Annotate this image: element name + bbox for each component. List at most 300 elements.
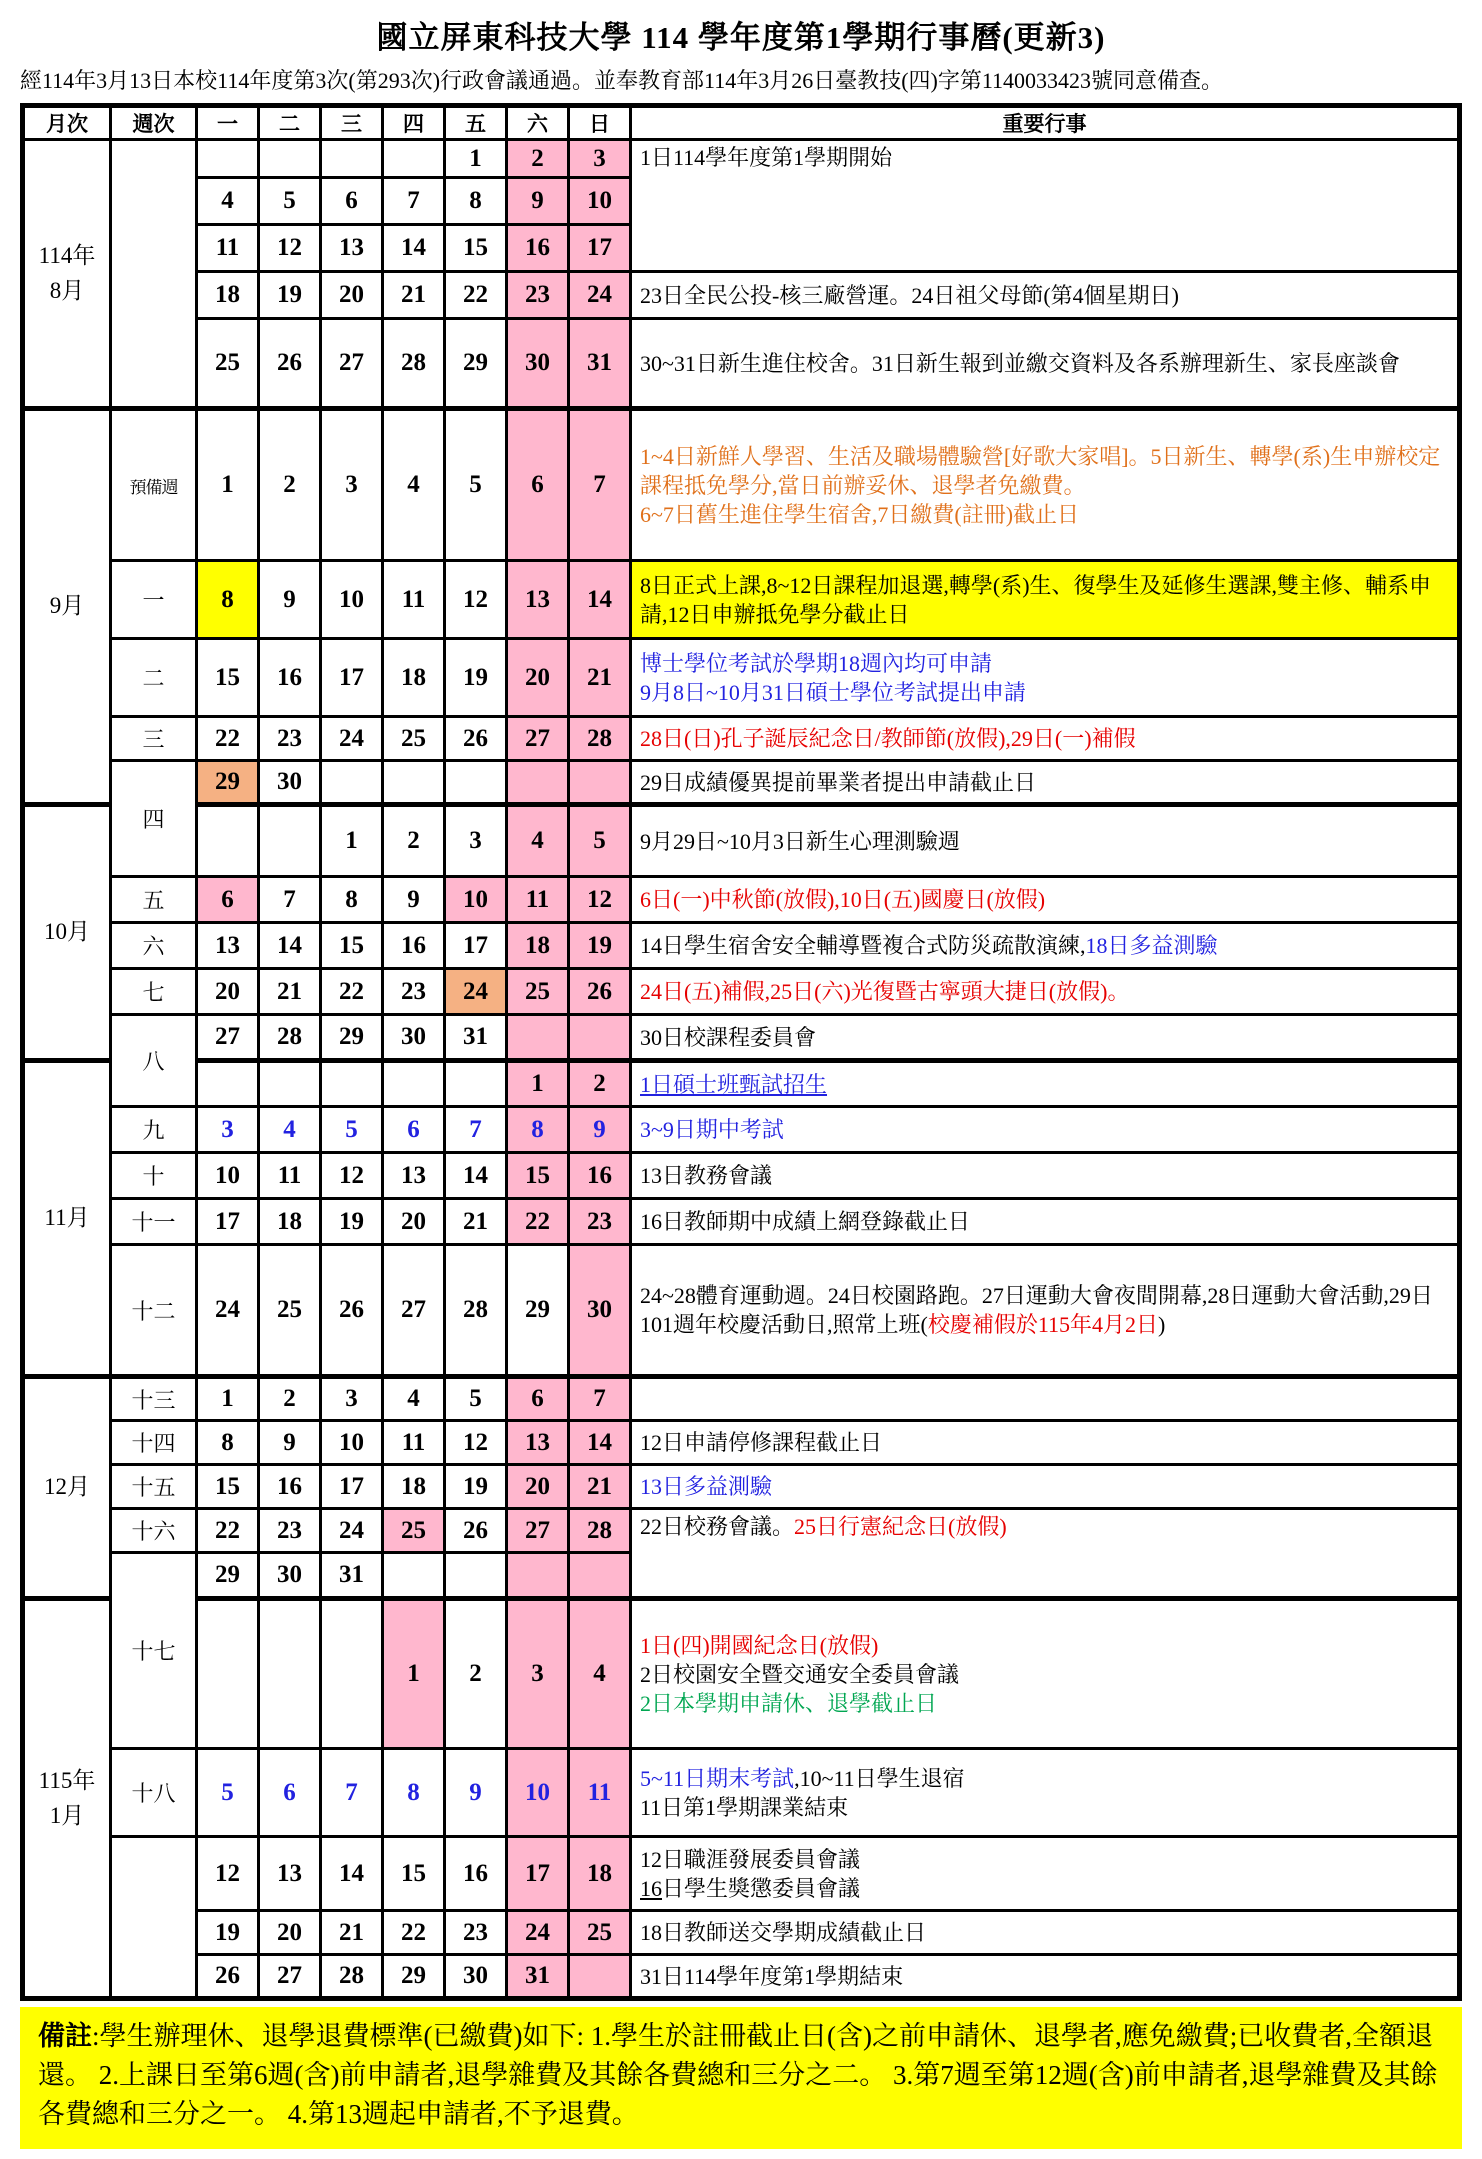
- calendar-week-row: [23, 1015, 1460, 1061]
- event-cell: [631, 805, 1460, 877]
- event-line: [640, 724, 1449, 753]
- day-cell: 22: [445, 272, 507, 319]
- header-day-tue: 二: [259, 106, 321, 140]
- calendar-week-row: [23, 1421, 1460, 1465]
- day-cell: 1: [197, 1377, 259, 1421]
- week-label: 預備週: [111, 409, 197, 561]
- week-label: 九: [111, 1107, 197, 1153]
- day-cell: 22: [507, 1199, 569, 1245]
- day-cell: 21: [569, 639, 631, 717]
- day-cell: 21: [259, 969, 321, 1015]
- event-line: [640, 571, 1449, 629]
- event-cell: [631, 1911, 1460, 1955]
- event-cell: [631, 1377, 1460, 1421]
- day-cell: 19: [569, 923, 631, 969]
- calendar-body: [23, 140, 1460, 1999]
- calendar-week-row: [23, 1911, 1460, 1955]
- day-cell: [569, 1553, 631, 1599]
- day-cell: 10: [321, 561, 383, 639]
- day-cell: 20: [507, 639, 569, 717]
- day-cell: 15: [445, 225, 507, 272]
- day-cell: [259, 140, 321, 178]
- page-title: 國立屏東科技大學 114 學年度第1學期行事曆(更新3): [376, 20, 1106, 55]
- header-day-wed: 三: [321, 106, 383, 140]
- event-line: [640, 1023, 1449, 1052]
- calendar-week-row: [23, 409, 1460, 561]
- day-cell: 5: [569, 805, 631, 877]
- day-cell: 29: [321, 1015, 383, 1061]
- day-cell: 20: [259, 1911, 321, 1955]
- month-label: [23, 1061, 111, 1377]
- day-cell: 31: [507, 1955, 569, 1999]
- day-cell: 26: [445, 717, 507, 761]
- day-cell: 4: [197, 178, 259, 225]
- calendar-week-row: [23, 639, 1460, 717]
- day-cell: 10: [445, 877, 507, 923]
- header-month: 月次: [23, 106, 111, 140]
- event-text-segment: 6日(一)中秋節(放假),10日(五)國慶日(放假): [640, 887, 1046, 913]
- event-text-segment: 5~11日期末考試: [640, 1765, 795, 1791]
- day-cell: 29: [507, 1245, 569, 1377]
- day-cell: [197, 805, 259, 877]
- day-cell: 8: [321, 877, 383, 923]
- week-label: 四: [111, 761, 197, 877]
- day-cell: 24: [321, 1509, 383, 1553]
- day-cell: 2: [383, 805, 445, 877]
- day-cell: 17: [197, 1199, 259, 1245]
- event-line: [640, 1689, 1449, 1718]
- day-cell: 22: [197, 1509, 259, 1553]
- day-cell: [383, 1553, 445, 1599]
- day-cell: 17: [321, 639, 383, 717]
- footer-note-text: :學生辦理休、退學退費標準(已繳費)如下: 1.學生於註冊截止日(含)之前申請休、退學者,應免繳費;已收費者,全額退還。 2.上課日至第6週(含)前申請者,退學雜費及其餘各費總和三分之二。 3.第7週至第12週(含)前申請者,退學雜費及其餘各費總和三分之一。 4.第13週起申請者,不予退費。: [38, 2021, 1438, 2130]
- event-cell: [631, 1509, 1460, 1599]
- event-text-segment: 12日申請停修課程截止日: [640, 1430, 883, 1456]
- event-text-segment: 13日教務會議: [640, 1163, 773, 1189]
- day-cell: 16: [507, 225, 569, 272]
- day-cell: 31: [445, 1015, 507, 1061]
- event-text-segment: 8日正式上課,8~12日課程加退選,轉學(系)生、復學生及延修生選課,雙主修、輔系申請,12日申辦抵免學分截止日: [640, 572, 1432, 627]
- day-cell: 9: [507, 178, 569, 225]
- event-text-segment: 18日教師送交學期成績截止日: [640, 1920, 927, 1946]
- calendar-week-row: [23, 1245, 1460, 1377]
- event-text-segment: 16日教師期中成績上網登錄截止日: [640, 1209, 971, 1235]
- day-cell: 26: [259, 319, 321, 409]
- event-text-segment: 博士學位考試於學期18週內均可申請: [640, 650, 993, 676]
- month-label-line: 115年: [38, 1768, 96, 1794]
- event-text-segment: 18日多益測驗: [1085, 933, 1218, 959]
- day-cell: [383, 761, 445, 805]
- day-cell: [197, 140, 259, 178]
- calendar-week-row: [23, 1107, 1460, 1153]
- event-line: [640, 1874, 1449, 1903]
- day-cell: 23: [259, 1509, 321, 1553]
- day-cell: 6: [507, 409, 569, 561]
- event-cell: [631, 1061, 1460, 1107]
- day-cell: 12: [321, 1153, 383, 1199]
- day-cell: 20: [197, 969, 259, 1015]
- day-cell: 1: [445, 140, 507, 178]
- event-cell: [631, 717, 1460, 761]
- day-cell: 28: [321, 1955, 383, 1999]
- day-cell: 4: [383, 1377, 445, 1421]
- day-cell: 10: [197, 1153, 259, 1199]
- day-cell: 7: [259, 877, 321, 923]
- event-text-segment: 日學生獎懲委員會議: [662, 1875, 861, 1901]
- calendar-week-row: [23, 319, 1460, 409]
- day-cell: 18: [383, 639, 445, 717]
- day-cell: 2: [259, 409, 321, 561]
- day-cell: 18: [383, 1465, 445, 1509]
- event-cell: [631, 561, 1460, 639]
- day-cell: 9: [569, 1107, 631, 1153]
- header-events: 重要行事: [631, 106, 1460, 140]
- day-cell: 29: [383, 1955, 445, 1999]
- day-cell: 3: [445, 805, 507, 877]
- month-label: [23, 409, 111, 805]
- event-line: [640, 977, 1449, 1006]
- day-cell: 16: [259, 1465, 321, 1509]
- month-label: [23, 140, 111, 409]
- day-cell: 16: [445, 1837, 507, 1911]
- calendar-week-row: [23, 1599, 1460, 1749]
- day-cell: 9: [259, 561, 321, 639]
- event-cell: [631, 923, 1460, 969]
- day-cell: 25: [383, 717, 445, 761]
- week-label: 十四: [111, 1421, 197, 1465]
- calendar-week-row: [23, 1377, 1460, 1421]
- day-cell: 24: [321, 717, 383, 761]
- day-cell: [259, 805, 321, 877]
- day-cell: [507, 1015, 569, 1061]
- event-text-segment: 31日114學年度第1學期結束: [640, 1963, 904, 1989]
- event-text-segment: 16: [640, 1875, 662, 1901]
- day-cell: 8: [197, 1421, 259, 1465]
- day-cell: 5: [321, 1107, 383, 1153]
- event-line: [640, 281, 1449, 310]
- day-cell: 19: [445, 639, 507, 717]
- day-cell: 6: [197, 877, 259, 923]
- day-cell: 19: [197, 1911, 259, 1955]
- day-cell: 22: [321, 969, 383, 1015]
- day-cell: 11: [569, 1749, 631, 1837]
- day-cell: 11: [259, 1153, 321, 1199]
- week-label: 十八: [111, 1749, 197, 1837]
- calendar-week-row: [23, 969, 1460, 1015]
- day-cell: 26: [197, 1955, 259, 1999]
- approval-note: 經114年3月13日本校114年度第3次(第293次)行政會議通過。並奉教育部114年3月26日臺教技(四)字第1140033423號同意備查。: [20, 68, 1224, 93]
- calendar-header-row: [23, 106, 1460, 140]
- event-cell: [631, 272, 1460, 319]
- month-label-line: 12月: [44, 1474, 90, 1500]
- event-text-segment: 14日學生宿舍安全輔導暨複合式防災疏散演練,: [640, 933, 1086, 959]
- month-label-line: 8月: [49, 277, 85, 303]
- event-line: [640, 1070, 1449, 1099]
- event-line: [640, 1115, 1449, 1144]
- day-cell: 6: [259, 1749, 321, 1837]
- day-cell: 7: [569, 409, 631, 561]
- day-cell: [507, 1553, 569, 1599]
- day-cell: 27: [321, 319, 383, 409]
- day-cell: 14: [321, 1837, 383, 1911]
- day-cell: 30: [383, 1015, 445, 1061]
- event-text-segment: 3~9日期中考試: [640, 1117, 784, 1143]
- day-cell: 27: [507, 717, 569, 761]
- day-cell: 10: [569, 178, 631, 225]
- event-cell: [631, 1245, 1460, 1377]
- header-day-mon: 一: [197, 106, 259, 140]
- calendar-week-row: [23, 1465, 1460, 1509]
- event-text-segment: 1日碩士班甄試招生: [640, 1071, 828, 1097]
- day-cell: 31: [569, 319, 631, 409]
- day-cell: 27: [507, 1509, 569, 1553]
- event-cell: [631, 1837, 1460, 1911]
- day-cell: 30: [507, 319, 569, 409]
- day-cell: [383, 140, 445, 178]
- day-cell: 16: [569, 1153, 631, 1199]
- day-cell: 11: [197, 225, 259, 272]
- event-text-segment: 2日校園安全暨交通安全委員會議: [640, 1661, 960, 1687]
- day-cell: 22: [197, 717, 259, 761]
- day-cell: 4: [569, 1599, 631, 1749]
- day-cell: 10: [507, 1749, 569, 1837]
- month-label-line: 9月: [49, 593, 85, 619]
- calendar-week-row: [23, 923, 1460, 969]
- day-cell: 16: [383, 923, 445, 969]
- day-cell: 13: [321, 225, 383, 272]
- week-label: 八: [111, 1015, 197, 1107]
- day-cell: 23: [507, 272, 569, 319]
- week-label: 一: [111, 561, 197, 639]
- day-cell: 17: [445, 923, 507, 969]
- day-cell: [569, 1955, 631, 1999]
- day-cell: 4: [383, 409, 445, 561]
- day-cell: 28: [569, 717, 631, 761]
- event-line: [640, 827, 1449, 856]
- event-line: [640, 1764, 1449, 1793]
- day-cell: 31: [321, 1553, 383, 1599]
- day-cell: 13: [197, 923, 259, 969]
- day-cell: 19: [321, 1199, 383, 1245]
- event-cell: [631, 1421, 1460, 1465]
- day-cell: 20: [383, 1199, 445, 1245]
- event-line: [640, 931, 1449, 960]
- event-line: [640, 1918, 1449, 1947]
- event-text-segment: 22日校務會議。: [640, 1514, 795, 1540]
- day-cell: 30: [259, 1553, 321, 1599]
- month-label: [23, 1377, 111, 1599]
- day-cell: 4: [259, 1107, 321, 1153]
- day-cell: 12: [197, 1837, 259, 1911]
- event-line: [640, 1631, 1449, 1660]
- day-cell: 23: [445, 1911, 507, 1955]
- day-cell: 26: [569, 969, 631, 1015]
- day-cell: 17: [507, 1837, 569, 1911]
- day-cell: 9: [445, 1749, 507, 1837]
- day-cell: 7: [445, 1107, 507, 1153]
- event-cell: [631, 1153, 1460, 1199]
- day-cell: 25: [259, 1245, 321, 1377]
- day-cell: 13: [507, 1421, 569, 1465]
- calendar-week-row: [23, 1749, 1460, 1837]
- header-day-thu: 四: [383, 106, 445, 140]
- header-day-sat: 六: [507, 106, 569, 140]
- calendar-week-row: [23, 1199, 1460, 1245]
- footer-note-label: 備註: [38, 2021, 92, 2052]
- day-cell: 2: [259, 1377, 321, 1421]
- header-week: 週次: [111, 106, 197, 140]
- day-cell: 29: [197, 1553, 259, 1599]
- week-label: [111, 140, 197, 409]
- event-text-segment: 2日本學期申請休、退學截止日: [640, 1690, 938, 1716]
- day-cell: 6: [321, 178, 383, 225]
- day-cell: 7: [569, 1377, 631, 1421]
- event-text-segment: 6~7日舊生進住學生宿舍,7日繳費(註冊)截止日: [640, 501, 1080, 527]
- event-text-segment: 30~31日新生進住校舍。31日新生報到並繳交資料及各系辦理新生、家長座談會: [640, 350, 1400, 376]
- event-line: [640, 1161, 1449, 1190]
- day-cell: [569, 1015, 631, 1061]
- event-line: [640, 1281, 1449, 1339]
- day-cell: 3: [197, 1107, 259, 1153]
- day-cell: 17: [321, 1465, 383, 1509]
- week-label: 十五: [111, 1465, 197, 1509]
- day-cell: 11: [383, 561, 445, 639]
- day-cell: [259, 1061, 321, 1107]
- day-cell: 4: [507, 805, 569, 877]
- event-text-segment: 9月29日~10月3日新生心理測驗週: [640, 828, 960, 854]
- week-label: 三: [111, 717, 197, 761]
- day-cell: 19: [259, 272, 321, 319]
- day-cell: [445, 761, 507, 805]
- day-cell: 13: [507, 561, 569, 639]
- day-cell: 30: [569, 1245, 631, 1377]
- event-cell: [631, 969, 1460, 1015]
- day-cell: 14: [445, 1153, 507, 1199]
- day-cell: 22: [383, 1911, 445, 1955]
- day-cell: 3: [507, 1599, 569, 1749]
- day-cell: 25: [507, 969, 569, 1015]
- event-text-segment: 1日(四)開國紀念日(放假): [640, 1632, 879, 1658]
- event-cell: [631, 409, 1460, 561]
- day-cell: 30: [259, 761, 321, 805]
- week-label: 七: [111, 969, 197, 1015]
- event-text-segment: 28日(日)孔子誕辰紀念日/教師節(放假),29日(一)補假: [640, 726, 1136, 752]
- calendar-week-row: [23, 272, 1460, 319]
- day-cell: 15: [507, 1153, 569, 1199]
- event-text-segment: 25日行憲紀念日(放假): [794, 1514, 1007, 1540]
- week-label: 十三: [111, 1377, 197, 1421]
- day-cell: 29: [197, 761, 259, 805]
- event-line: [640, 1660, 1449, 1689]
- event-line: [640, 649, 1449, 678]
- day-cell: 10: [321, 1421, 383, 1465]
- day-cell: [321, 1061, 383, 1107]
- calendar-week-row: [23, 805, 1460, 877]
- calendar-week-row: [23, 140, 1460, 178]
- event-line: [640, 1793, 1449, 1822]
- event-text-segment: 1~4日新鮮人學習、生活及職場體驗營[好歌大家唱]。5日新生、轉學(系)生申辦校定課程抵免學分,當日前辦妥休、退學者免繳費。: [640, 443, 1441, 498]
- day-cell: 20: [321, 272, 383, 319]
- day-cell: [321, 761, 383, 805]
- event-cell: [631, 761, 1460, 805]
- day-cell: [383, 1061, 445, 1107]
- calendar-week-row: [23, 877, 1460, 923]
- day-cell: 1: [321, 805, 383, 877]
- day-cell: 16: [259, 639, 321, 717]
- event-cell: [631, 1107, 1460, 1153]
- event-line: [640, 1512, 1449, 1541]
- day-cell: 24: [569, 272, 631, 319]
- event-text-segment: 9月8日~10月31日碩士學位考試提出申請: [640, 679, 1026, 705]
- day-cell: 24: [197, 1245, 259, 1377]
- day-cell: [321, 140, 383, 178]
- event-text-segment: 11日第1學期課業結束: [640, 1794, 849, 1820]
- calendar-week-row: [23, 1955, 1460, 1999]
- day-cell: 17: [569, 225, 631, 272]
- week-label: 十七: [111, 1553, 197, 1749]
- month-label-line: 11月: [44, 1205, 90, 1231]
- day-cell: 9: [383, 877, 445, 923]
- day-cell: 18: [507, 923, 569, 969]
- month-label: [23, 1599, 111, 1999]
- event-line: [640, 768, 1449, 797]
- day-cell: 18: [259, 1199, 321, 1245]
- day-cell: 14: [383, 225, 445, 272]
- event-text-segment: 13日多益測驗: [640, 1474, 773, 1500]
- day-cell: 8: [507, 1107, 569, 1153]
- day-cell: [197, 1599, 259, 1749]
- event-cell: [631, 1015, 1460, 1061]
- day-cell: 27: [259, 1955, 321, 1999]
- week-label: 十: [111, 1153, 197, 1199]
- day-cell: 1: [507, 1061, 569, 1107]
- event-text-segment: 23日全民公投-核三廠營運。24日祖父母節(第4個星期日): [640, 282, 1179, 308]
- day-cell: 25: [569, 1911, 631, 1955]
- day-cell: 24: [445, 969, 507, 1015]
- day-cell: [569, 761, 631, 805]
- day-cell: 2: [507, 140, 569, 178]
- month-label: [23, 805, 111, 1061]
- calendar-week-row: [23, 761, 1460, 805]
- day-cell: 14: [259, 923, 321, 969]
- event-line: [640, 1428, 1449, 1457]
- week-label: 十六: [111, 1509, 197, 1553]
- day-cell: 8: [445, 178, 507, 225]
- calendar-week-row: [23, 1837, 1460, 1911]
- event-text-segment: 12日職涯發展委員會議: [640, 1846, 861, 1872]
- day-cell: [445, 1553, 507, 1599]
- event-line: [640, 885, 1449, 914]
- day-cell: 7: [321, 1749, 383, 1837]
- day-cell: 7: [383, 178, 445, 225]
- day-cell: 20: [507, 1465, 569, 1509]
- day-cell: 3: [569, 140, 631, 178]
- day-cell: [197, 1061, 259, 1107]
- footer-note: [20, 2007, 1462, 2148]
- calendar-week-row: [23, 717, 1460, 761]
- day-cell: 25: [197, 319, 259, 409]
- header-day-fri: 五: [445, 106, 507, 140]
- event-text-segment: ,10~11日學生退宿: [794, 1765, 965, 1791]
- day-cell: 23: [383, 969, 445, 1015]
- day-cell: 28: [383, 319, 445, 409]
- day-cell: [259, 1599, 321, 1749]
- day-cell: 14: [569, 561, 631, 639]
- day-cell: 5: [445, 1377, 507, 1421]
- day-cell: 28: [259, 1015, 321, 1061]
- event-cell: [631, 1465, 1460, 1509]
- day-cell: 12: [445, 561, 507, 639]
